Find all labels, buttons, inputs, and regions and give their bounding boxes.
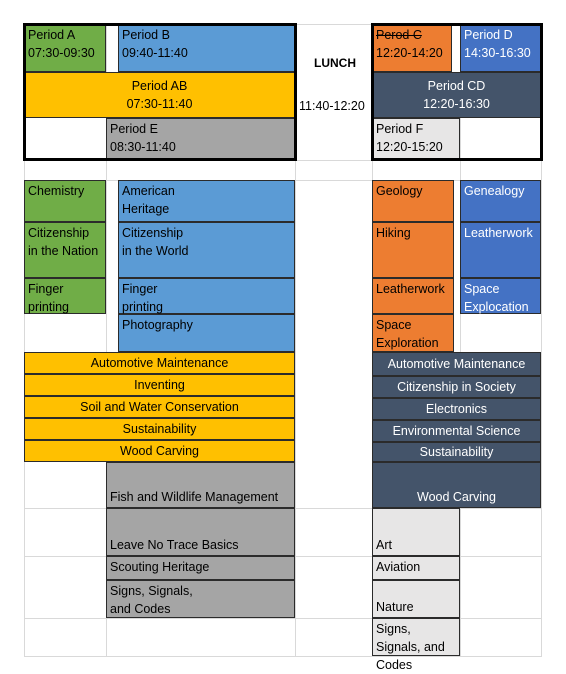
- period-a-time: 07:30-09:30: [28, 46, 95, 60]
- period-c-class: Hiking: [372, 222, 454, 278]
- period-a-header: [24, 24, 106, 72]
- period-f-class: Aviation: [372, 556, 460, 580]
- gridline: [460, 24, 461, 656]
- period-ab-class: Sustainability: [24, 418, 295, 440]
- period-c-header: [372, 24, 452, 72]
- period-f-name: Period F: [376, 122, 424, 136]
- period-f-header: [372, 118, 460, 160]
- period-cd-class: Environmental Science: [372, 420, 541, 442]
- gridline: [295, 24, 296, 656]
- period-b-class: American Heritage: [118, 180, 295, 222]
- period-e-time: 08:30-11:40: [110, 140, 176, 154]
- period-e-class: Signs, Signals, and Codes: [106, 580, 295, 618]
- period-ab-header: [24, 72, 295, 118]
- period-cd-name: Period CD: [427, 79, 486, 93]
- period-cd-class: Citizenship in Society: [372, 376, 541, 398]
- period-b-name: Period B: [122, 28, 170, 42]
- period-b-class: Citizenship in the World: [118, 222, 295, 278]
- period-b-header: [118, 24, 295, 72]
- period-cd-class: Sustainability: [372, 442, 541, 462]
- period-e-name: Period E: [110, 122, 158, 136]
- period-ab-time: 07:30-11:40: [126, 97, 193, 111]
- gridline: [24, 656, 542, 657]
- period-cd-header: [372, 72, 541, 118]
- period-b-class: Photography: [118, 314, 295, 352]
- period-b-class: Finger printing: [118, 278, 295, 314]
- period-c-class: Geology: [372, 180, 454, 222]
- period-e-class: Scouting Heritage: [106, 556, 295, 580]
- period-ab-class: Automotive Maintenance: [24, 352, 295, 374]
- lunch-label: LUNCH: [314, 56, 356, 70]
- gridline: [24, 618, 542, 619]
- period-ab-class: Soil and Water Conservation: [24, 396, 295, 418]
- period-ab-name: Period AB: [131, 79, 188, 93]
- period-f-class: Art: [372, 508, 460, 556]
- period-d-header: [460, 24, 541, 72]
- period-c-name: Perod C: [376, 28, 422, 42]
- period-f-class: Signs, Signals, and Codes: [372, 618, 460, 656]
- period-b-time: 09:40-11:40: [122, 46, 188, 60]
- period-cd-time: 12:20-16:30: [423, 97, 490, 111]
- period-c-class: Space Exploration: [372, 314, 454, 352]
- period-d-class: Space Explocation: [460, 278, 541, 314]
- period-d-class: Genealogy: [460, 180, 541, 222]
- period-d-time: 14:30-16:30: [464, 46, 531, 60]
- period-ab-class: Inventing: [24, 374, 295, 396]
- period-e-class: Fish and Wildlife Management: [106, 462, 295, 508]
- period-cd-class: Wood Carving: [372, 462, 541, 508]
- period-a-class: Citizenship in the Nation: [24, 222, 106, 278]
- period-e-header: [106, 118, 295, 160]
- period-ab-class: Wood Carving: [24, 440, 295, 462]
- gridline: [24, 24, 25, 656]
- period-a-class: Chemistry: [24, 180, 106, 222]
- period-c-time: 12:20-14:20: [376, 46, 443, 60]
- period-f-time: 12:20-15:20: [376, 140, 443, 154]
- period-d-class: Leatherwork: [460, 222, 541, 278]
- period-a-class: Finger printing: [24, 278, 106, 314]
- period-cd-class: Electronics: [372, 398, 541, 420]
- period-f-class: Nature: [372, 580, 460, 618]
- gridline: [24, 160, 542, 161]
- period-d-name: Period D: [464, 28, 513, 42]
- period-e-class: Leave No Trace Basics: [106, 508, 295, 556]
- period-c-class: Leatherwork: [372, 278, 454, 314]
- period-cd-class: Automotive Maintenance: [372, 352, 541, 376]
- period-a-name: Period A: [28, 28, 76, 42]
- lunch-time: 11:40-12:20: [299, 99, 365, 113]
- gridline: [541, 24, 542, 656]
